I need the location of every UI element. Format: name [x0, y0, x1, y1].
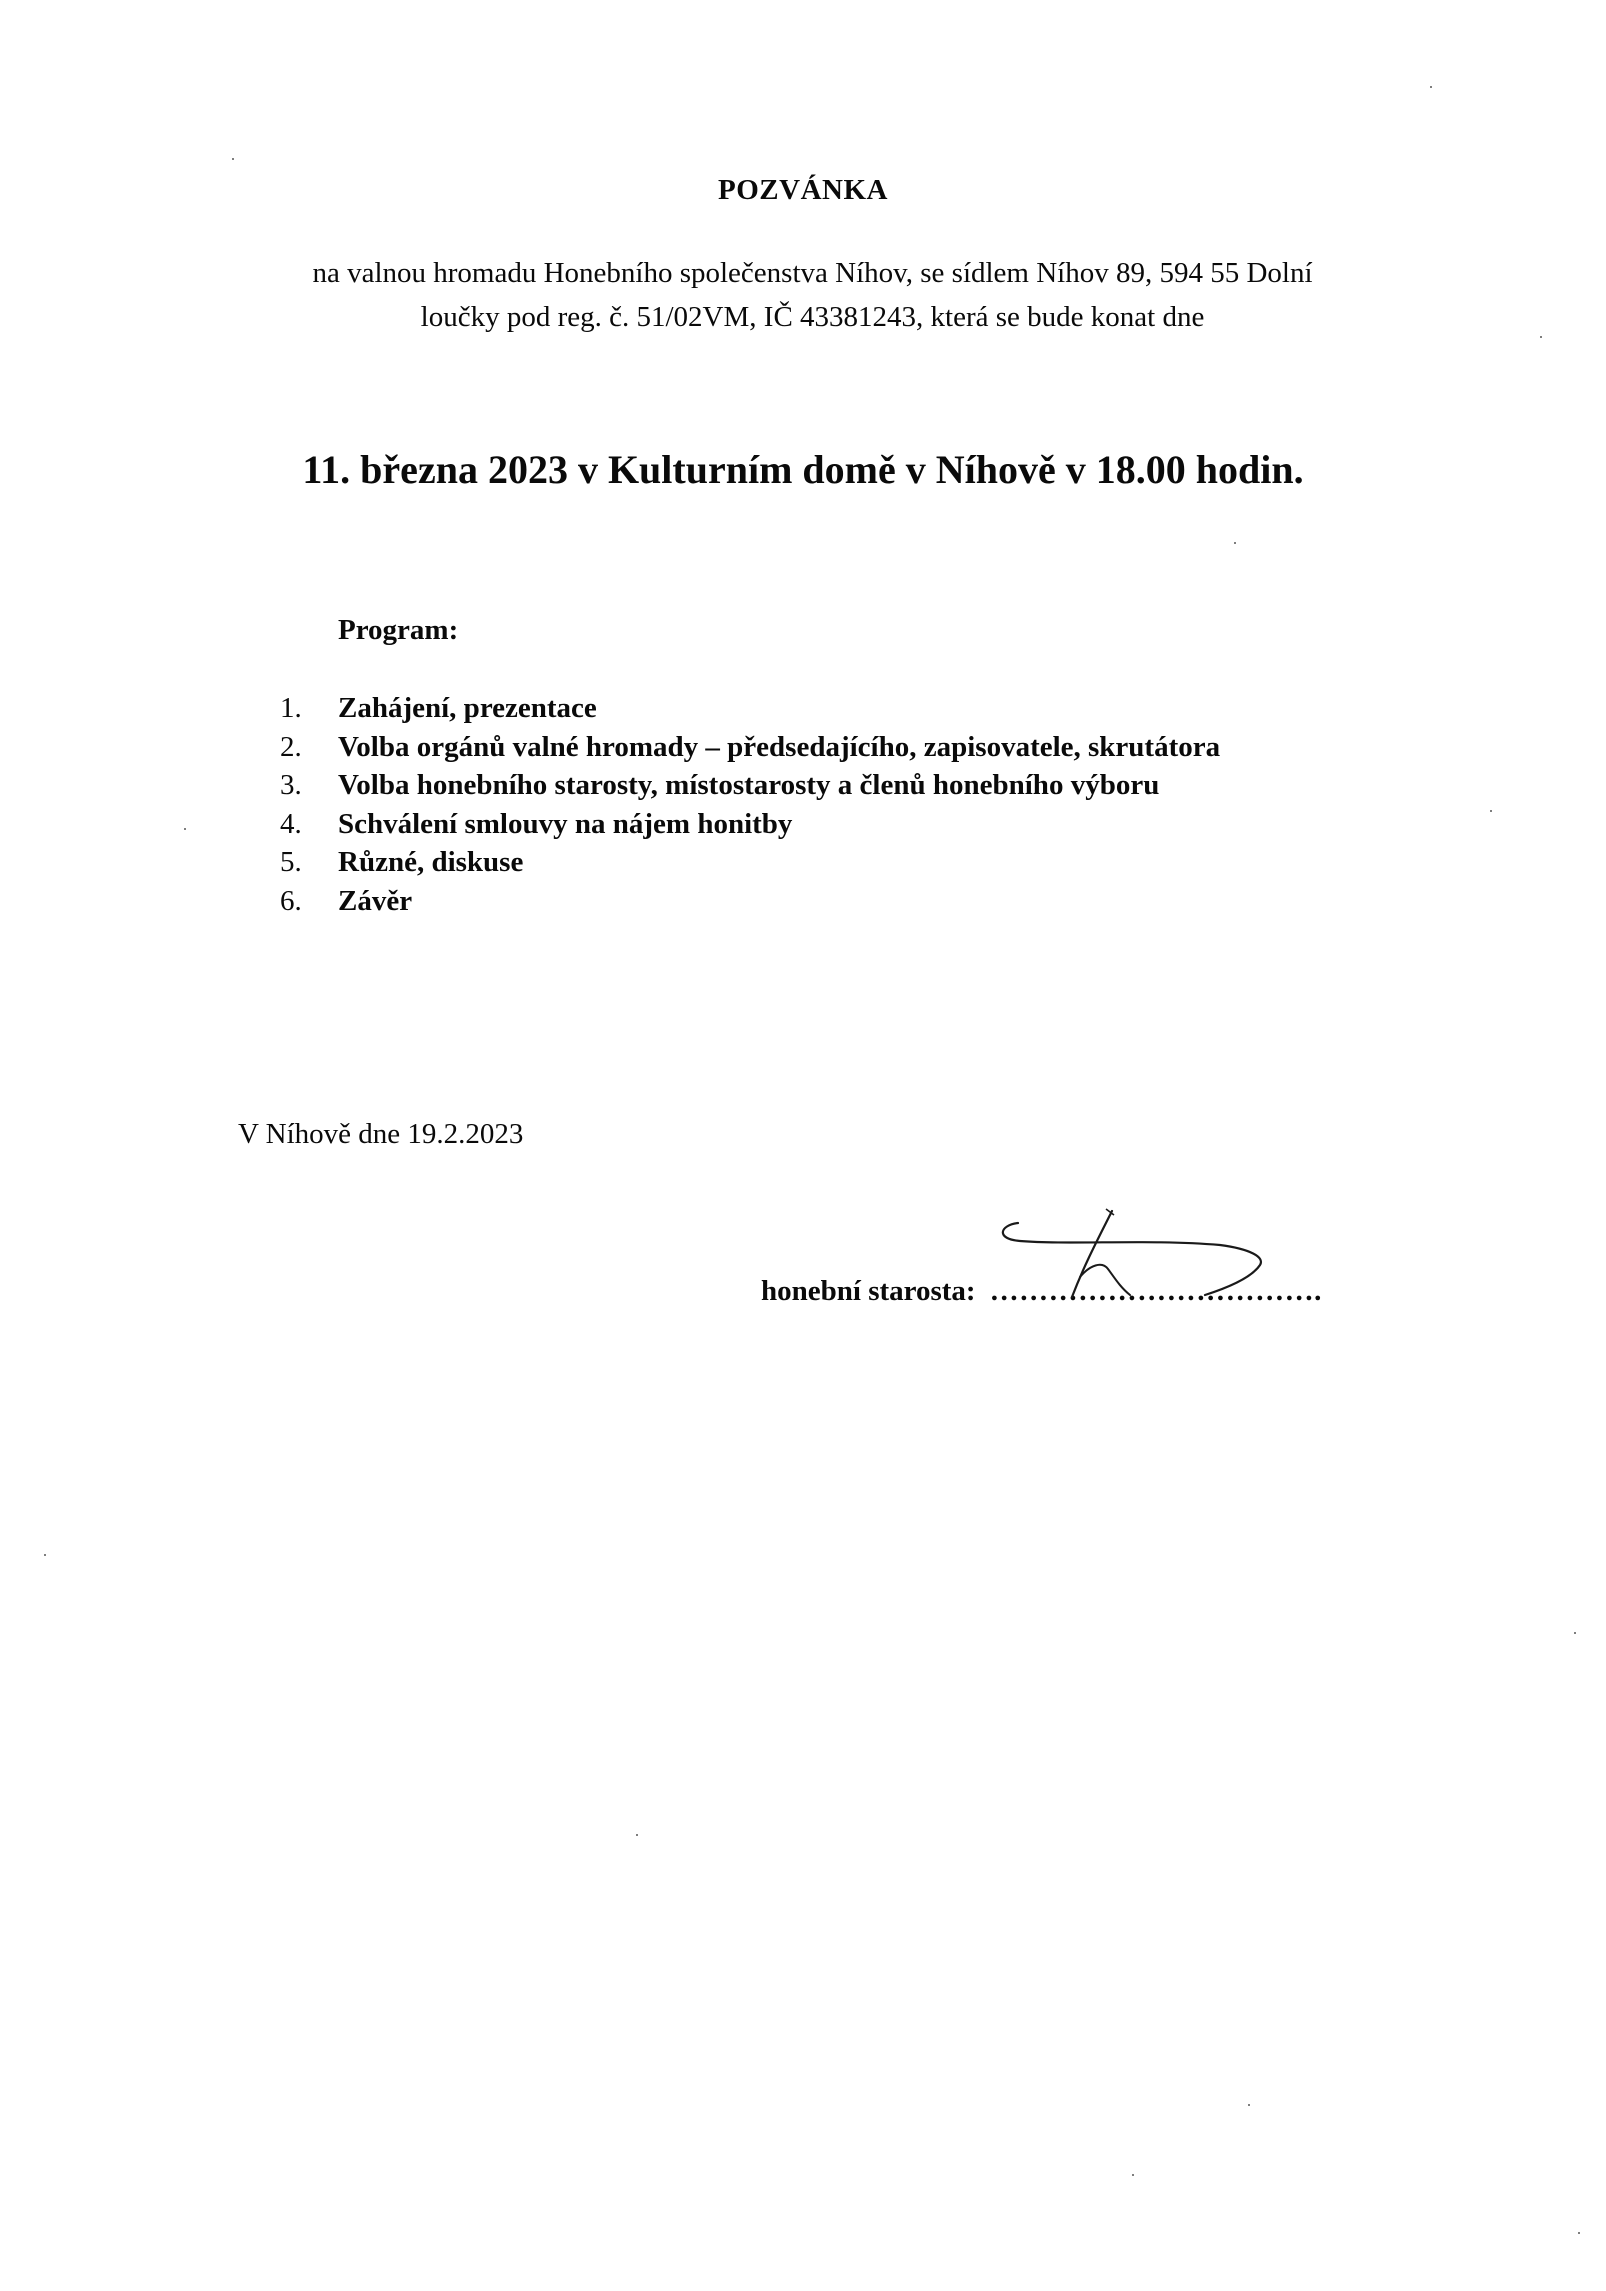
agenda-item-number: 6.	[280, 884, 302, 917]
scan-speck	[1132, 2174, 1134, 2176]
agenda-item	[280, 689, 1220, 728]
agenda-item-text: Schválení smlouvy na nájem honitby	[338, 807, 793, 840]
agenda-list	[280, 689, 1220, 920]
agenda-item	[280, 882, 1220, 921]
agenda-item-text: Volba orgánů valné hromady – předsedajícího, zapisovatele, skrutátora	[338, 730, 1221, 763]
agenda-item-number: 2.	[280, 730, 302, 763]
intro-paragraph	[200, 251, 1425, 339]
agenda-item-number: 4.	[280, 807, 302, 840]
handwritten-signature	[990, 1205, 1290, 1315]
agenda-item-number: 1.	[280, 692, 302, 724]
agenda-item-text: Volba honebního starosty, místostarosty a členů honebního výboru	[338, 769, 1160, 801]
scan-speck	[184, 828, 186, 830]
agenda-item	[280, 766, 1220, 805]
agenda-item-text: Různé, diskuse	[338, 846, 524, 878]
scan-speck	[1578, 2232, 1580, 2234]
agenda-item	[280, 843, 1220, 882]
agenda-item-number: 5.	[280, 846, 302, 878]
scan-speck	[1574, 1632, 1576, 1634]
agenda-item-text: Závěr	[338, 884, 413, 917]
scan-speck	[1234, 542, 1236, 544]
signature-label: honební starosta:	[761, 1275, 976, 1307]
scan-speck	[1490, 810, 1492, 812]
scan-speck	[1430, 86, 1432, 88]
agenda-item	[280, 728, 1220, 767]
intro-line-1: na valnou hromadu Honebního společenstva Níhov, se sídlem Níhov 89, 594 55 Dolní	[312, 257, 1313, 289]
scan-speck	[1540, 336, 1542, 338]
place-and-date: V Níhově dne 19.2.2023	[238, 1118, 524, 1150]
event-date-place: 11. března 2023 v Kulturním domě v Níhově v 18.00 hodin.	[302, 447, 1304, 492]
scan-speck	[44, 1554, 46, 1556]
document-title: POZVÁNKA	[718, 174, 888, 206]
agenda-item	[280, 805, 1220, 844]
signature-dots: …………………………….	[989, 1275, 1322, 1307]
intro-line-2: loučky pod reg. č. 51/02VM, IČ 43381243, která se bude konat dne	[420, 301, 1205, 333]
scan-speck	[636, 1834, 638, 1836]
agenda-item-number: 3.	[280, 769, 302, 801]
scan-speck	[232, 158, 234, 160]
agenda-item-text: Zahájení, prezentace	[338, 692, 597, 724]
program-heading: Program:	[338, 614, 459, 646]
scan-speck	[1248, 2104, 1250, 2106]
